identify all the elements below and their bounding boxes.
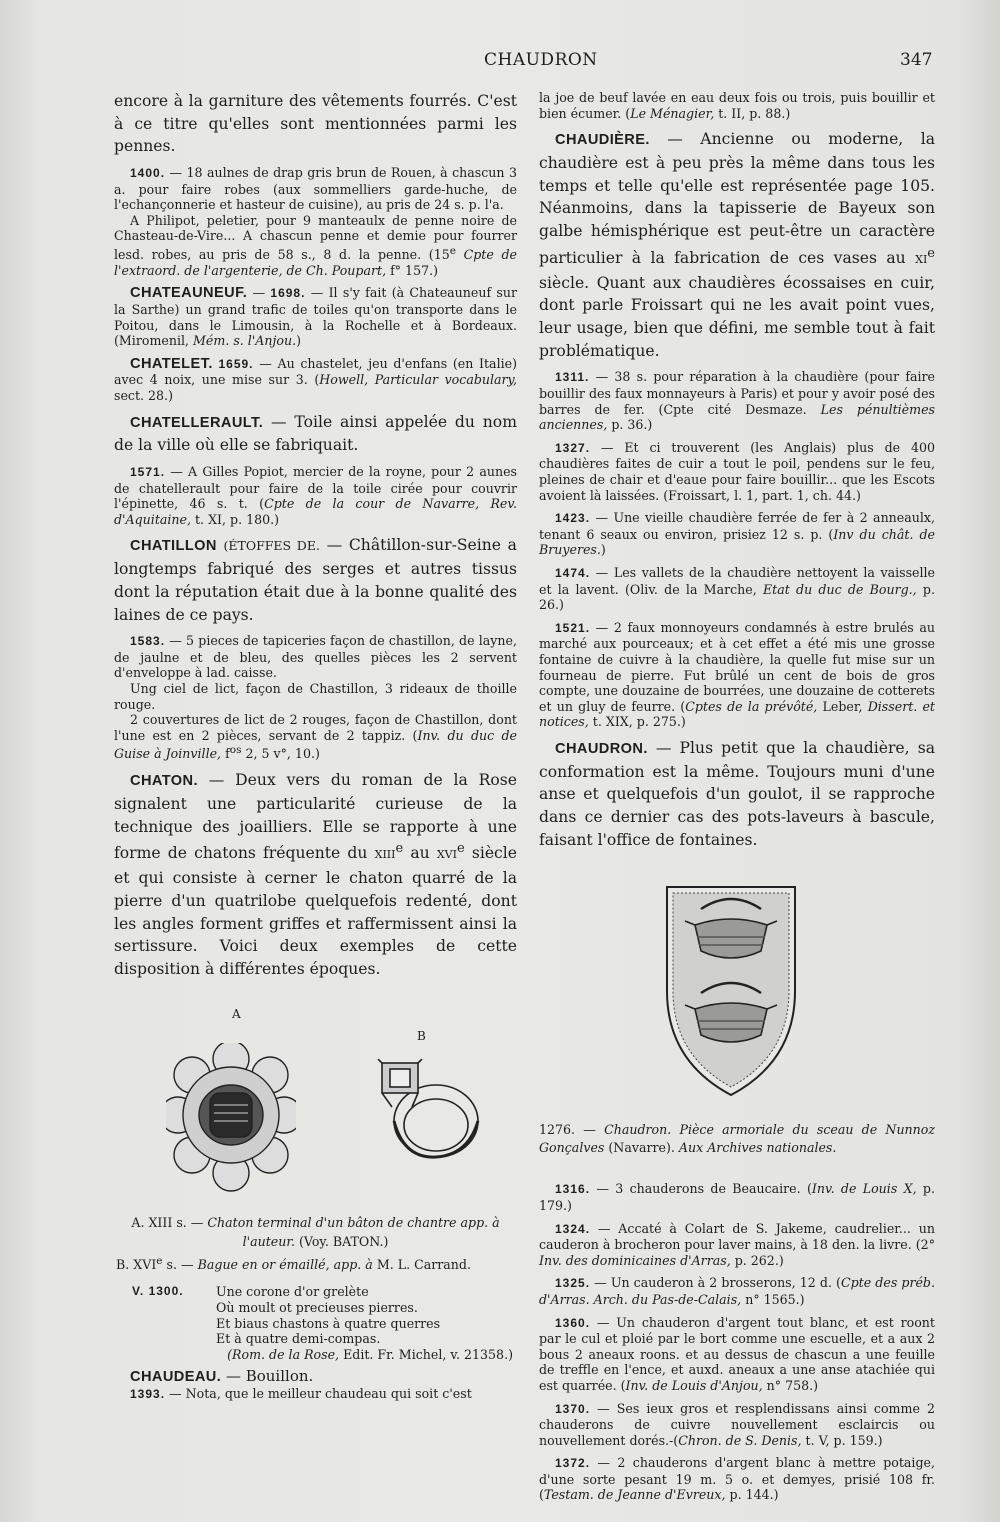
source-citation: Chron. de S. Denis, [678, 1432, 802, 1448]
verse-year: V. 1300. [132, 1284, 184, 1299]
entry-year: 1659. [218, 356, 254, 371]
article-text: siècle et qui consiste à cerner le chaton quarré de la pierre d'un quatrilobe quelquefois redenté, dont les angles forment griffes et raffermissent ainsi la sertissure. Voici deux exemples de cette disposition à différentes époques. [114, 844, 517, 978]
caption-text: M. L. Carrand. [376, 1256, 471, 1272]
superscript: e [456, 841, 465, 857]
entry-text: p. 26.) [539, 581, 935, 613]
entry-year: 1316. [555, 1182, 591, 1197]
entry-year: 1400. [130, 166, 166, 181]
entry-text: p. 262.) [734, 1252, 784, 1268]
entry-year: 1372. [555, 1456, 591, 1471]
verse-line: Et biaus chastons à quatre querres [216, 1315, 441, 1331]
verse-source: (Rom. de la Rose, [227, 1346, 340, 1362]
entry-year: 1311. [555, 370, 590, 385]
figure-caption-shield [539, 1121, 935, 1157]
verse-source: Edit. Fr. Michel, v. 21358.) [343, 1346, 513, 1362]
verse-line: Où moult ot precieuses pierres. [216, 1299, 418, 1315]
century-numeral: XI [915, 252, 928, 266]
verse-quotation [114, 1284, 517, 1362]
entry-text: — Au chastelet, jeu d'enfans (en Italie) avec 4 noix, une mise sur 3. ( [114, 355, 517, 388]
page-number: 347 [900, 50, 933, 70]
entry-text: — 38 s. pour réparation à la chaudière (pour faire bouillir des faux monnayeurs à Paris) et pour y avoir posé des barres de fer. (Cpte cité Desmaze. [539, 369, 935, 417]
entry-text: — 2 faux monnoyeurs condamnés à estre brulés au marché aux pourceaux; et à cet effet a été mis une grosse fontaine de cuivre à la chaudière, la quelle fut mise sur un fourneau de pierre. Fut brûlé un cent de bois de gros compte, une douzaine de bourrées, une douzaine de cotterets et un gluy de feurre. ( [539, 619, 935, 714]
caption-label: s. — [166, 1256, 194, 1272]
entry-1324 [539, 1221, 935, 1269]
source-citation: Le Ménagier, [630, 105, 715, 121]
entry-text: — 5 pieces de tapiceries façon de chastillon, de layne, de jaulne et de bleu, des quelles pièces les 2 servent d'enveloppe à lad. caisse. [114, 633, 517, 681]
entry-year: 1583. [130, 634, 166, 649]
entry-text: p. 144.) [729, 1487, 779, 1503]
caption-text: Chaudron. Pièce armoriale du sceau de Nunnoz Gonçalves [539, 1122, 935, 1156]
entry-1521 [539, 620, 935, 730]
source-citation: Howell, Particular vocabulary, [319, 372, 517, 388]
caption-text: Aux Archives nationales. [678, 1140, 837, 1156]
entry-year: 1360. [555, 1315, 591, 1330]
verse-line: Et à quatre demi-compas. [216, 1331, 381, 1347]
superscript: e [395, 841, 404, 857]
caption-text: Bague en or émaillé, app. à [197, 1256, 373, 1272]
entry-text: — Un cauderon à 2 brosserons, 12 d. ( [594, 1275, 841, 1291]
entry-text: ) [600, 542, 606, 558]
source-citation: Inv. de Louis X, [811, 1181, 917, 1197]
entry-text: n° 1565.) [745, 1291, 805, 1307]
entry-1311 [539, 369, 935, 432]
entry-year: 1474. [555, 565, 591, 580]
entry-1325 [539, 1275, 935, 1307]
entry-1571 [114, 464, 517, 527]
source-citation: Mém. s. l'Anjou. [193, 333, 297, 349]
article-text: — Bouillon. [225, 1367, 314, 1386]
armorial-shield-illustration [661, 881, 801, 1101]
entry-text: f° 157.) [390, 262, 439, 278]
article-chaudron [539, 737, 935, 852]
entry-text: A Philipot, peletier, pour 9 manteaulx de penne noire de Chasteau-de-Vire... A chascun penne et demie pour fourrer lesd. robes, au pris de 58 s., 8 d. la penne. (15 [114, 212, 517, 263]
chaton-illustration [166, 1043, 296, 1193]
entry-year: 1698. [270, 286, 306, 301]
article-chaton [114, 769, 517, 981]
headword: CHATILLON [130, 538, 217, 555]
superscript: e [927, 245, 935, 261]
article-text: siècle. Quant aux chaudières écossaises en cuir, dont parle Froissart qui ne les avait point vues, leur usage, bien que défini, me semble tout à fait problématique. [539, 273, 935, 360]
figure-shield [539, 881, 935, 1111]
entry-text: sect. 28.) [114, 388, 173, 404]
entry-text: — Un chauderon d'argent tout blanc, et est roont par le cul et ploié par le bort comme une escuelle, et a aux 2 bous 2 aneaux roons. et au dessus de chascun a une feuille de treffle en l'ence, et auxd. aneaux a une anse atachiée qui est quarrée. ( [539, 1314, 935, 1393]
article-text: — Toile ainsi appelée du nom de la ville où elle se fabriquait. [114, 412, 517, 455]
entry-text: — 18 aulnes de drap gris brun de Rouen, à chascun 3 a. pour faire robes (aux sommelliers garde-huche, de l'echançonnerie et hasteur de cuisine), au pris de 24 s. p. l'a. [114, 165, 517, 213]
entry-year: 1571. [130, 465, 166, 480]
entry-text: t. II, p. 88.) [718, 105, 791, 121]
entry-1370 [539, 1401, 935, 1449]
entry-text: t. V, p. 159.) [805, 1432, 883, 1448]
entry-text: — 3 chauderons de Beaucaire. ( [596, 1181, 812, 1197]
entry-1327 [539, 440, 935, 503]
entry-1474 [539, 565, 935, 613]
entry-text: Ung ciel de lict, façon de Chastillon, 3 rideaux de thoille rouge. [114, 680, 517, 712]
entry-text: t. XI, p. 180.) [195, 511, 280, 527]
entry-text: — A Gilles Popiot, mercier de la royne, pour 2 aunes de chatellerault pour faire de la toile cirée pour couvrir l'épinette, 46 s. t. ( [114, 464, 517, 512]
article-text: — Châtillon-sur-Seine a longtemps fabriqué des serges et autres tissus dont la réputation était due à la bonne qualité des laines de ce pays. [114, 536, 517, 624]
superscript: os [229, 744, 242, 757]
entry-text: t. XIX, p. 275.) [592, 714, 686, 730]
century-numeral: XIII [374, 848, 396, 862]
right-column [539, 90, 935, 1503]
entry-year: 1327. [555, 440, 591, 455]
entry-text: p. 179.) [539, 1181, 935, 1213]
entry-text: — Et ci trouverent (les Anglais) plus de 400 chaudières faites de cuir a tout le poil, pendens sur le feu, pleines de chair et d'eaue pour faire bouillir... que les Escots avoient là laissées. (Froissart, l. 1, part. 1, ch. 44.) [539, 439, 935, 503]
entry-text: 2, 5 v°, 10.) [245, 746, 320, 762]
entry-text: — Il s'y fait (à Chateauneuf sur la Sarthe) un grand trafic de toiles qu'on transporte dans le Poitou, dans le Limousin, à la Rochelle et à Bordeaux. (Miromenil, [114, 285, 517, 349]
article-chatellerault [114, 411, 517, 457]
entry-text: — Accaté à Colart de S. Jakeme, caudrelier... un cauderon à brocheron pour laver mains, à 18 den. la livre. (2° [539, 1220, 935, 1253]
caption-label: 1276. — [539, 1122, 596, 1138]
article-chatelet [114, 356, 517, 404]
entry-text: — Nota, que le meilleur chaudeau qui soit c'est [169, 1385, 472, 1401]
paragraph-intro: encore à la garniture des vêtements fourrés. C'est à ce titre qu'elles sont mentionnées parmi les pennes. [114, 92, 517, 156]
source-citation: Inv. de Louis d'Anjou, [625, 1377, 763, 1393]
entry-text: — 2 chauderons d'argent blanc à mettre potaige, d'une sorte pesant 19 m. 5 o. et demyes, prisié 108 fr. ( [539, 1455, 935, 1503]
entry-text: la joe de beuf lavée en eau deux fois ou trois, puis bouillir et bien écumer. ( [539, 90, 935, 121]
entry-text: p. 36.) [611, 417, 653, 433]
headword: CHATELET. [130, 355, 213, 372]
entry-1423 [539, 510, 935, 558]
verse-line: Une corone d'or grelète [216, 1284, 369, 1300]
entry-text: ) [296, 333, 302, 349]
entry-1583 [114, 633, 517, 762]
article-chatillon [114, 534, 517, 626]
headword: CHAUDEAU. [130, 1369, 222, 1386]
source-citation: Cptes de la prévôté, [685, 698, 818, 714]
source-citation: Etat du duc de Bourg., [762, 581, 917, 597]
entry-text: — Les vallets de la chaudière nettoyent la vaisselle et la lavent. (Oliv. de la Marche, [539, 564, 936, 597]
entry-text: — Une vieille chaudière ferrée de fer à 2 anneaulx, tenant 6 seaux ou environ, prisiez 12 s. p. ( [539, 510, 935, 542]
headword-subtitle: (ÉTOFFES DE. [223, 538, 320, 554]
article-chateauneuf: CHATEAUNEUF. — 1698. — Il s'y fait (à Chateauneuf sur la Sarthe) un grand trafic de toiles qu'on transporte dans le Poitou, dans le Limousin, à la Rochelle et à Bordeaux. (Miromenil, Mém. s. l'Anjou.) [114, 285, 517, 349]
entry-text: n° 758.) [766, 1377, 819, 1393]
source-citation: Inv. des dominicaines d'Arras, [539, 1252, 731, 1268]
figure-caption-rings [114, 1213, 517, 1275]
source-citation: Cpte des préb. d'Arras. Arch. du Pas-de-Calais, [539, 1275, 935, 1307]
article-chaudiere [539, 128, 935, 362]
superscript: e [156, 1254, 163, 1267]
entry-1372 [539, 1455, 935, 1503]
century-numeral: XVI [436, 848, 457, 862]
caption-text: Chaton terminal d'un bâton de chantre app. à l'auteur. [207, 1214, 500, 1250]
entry-year: 1423. [555, 511, 591, 526]
entry-text: 2 couvertures de lict de 2 rouges, façon de Chastillon, dont l'une est en 2 pièces, servant de 2 tappiz. ( [114, 712, 517, 743]
running-title: CHAUDRON [484, 50, 598, 70]
caption-label: A. XIII s. — [131, 1214, 204, 1230]
figure-label-b: B [417, 1028, 426, 1043]
source-citation: Inv du chât. de Bruyeres. [539, 526, 935, 558]
article-text: — Ancienne ou moderne, la chaudière est à peu près la même dans tous les temps et telle qu'elle est représentée page 105. Néanmoins, dans la tapisserie de Bayeux son galbe hémisphérique est peut-être un caractère particulier à la fabrication de ces vases au [539, 130, 935, 267]
entry-year: 1393. [130, 1386, 166, 1401]
entry-1400 [114, 165, 517, 278]
source-citation: Testam. de Jeanne d'Evreux, [543, 1487, 726, 1503]
headword: CHAUDIÈRE. [555, 132, 650, 149]
figure-label-a: A [232, 1006, 241, 1021]
headword: CHATEAUNEUF. [130, 285, 248, 302]
page-header [0, 50, 1000, 74]
source-citation: Cpte de l'extraord. de l'argenterie, de Ch. Poupart, [114, 247, 517, 278]
source-citation: Les pénultièmes anciennes, [539, 401, 935, 433]
entry-year: 1521. [555, 620, 591, 635]
entry-1316 [539, 1181, 935, 1213]
source-citation: Inv. du duc de Guise à Joinville, [114, 727, 517, 762]
article-text: — Deux vers du roman de la Rose signalent une particularité curieuse de la technique des joailliers. Elle se rapporte à une forme de chatons fréquente du [114, 771, 517, 863]
entry-year: 1370. [555, 1401, 591, 1416]
headword: CHAUDRON. [555, 740, 648, 757]
entry-year: 1324. [555, 1221, 591, 1236]
article-chaudeau [114, 1369, 517, 1402]
headword: CHATELLERAULT. [130, 414, 264, 431]
source-citation: Dissert. et notices, [539, 698, 935, 730]
caption-text: (Navarre). [608, 1140, 675, 1156]
left-column [114, 90, 517, 1403]
caption-label: B. XVI [116, 1256, 157, 1272]
entry-text: f [225, 746, 230, 762]
headword: CHATON. [130, 773, 198, 790]
entry-text: Leber, [822, 698, 863, 714]
article-text: — Plus petit que la chaudière, sa conformation est la même. Toujours muni d'une anse et quelquefois d'un goulot, il se rapproche dans ce dernier cas des pots-laveurs à bascule, faisant l'office de fontaines. [539, 738, 935, 849]
ring-illustration [376, 1059, 486, 1169]
superscript: e [449, 245, 456, 258]
entry-year: 1325. [555, 1276, 591, 1291]
entry-1360 [539, 1315, 935, 1394]
entry-text: — Ses ieux gros et resplendissans ainsi comme 2 chauderons de cuivre nouvellement esclaircis ou nouvellement dorés.-( [539, 1400, 935, 1448]
caption-text: (Voy. BATON.) [298, 1234, 389, 1250]
article-text: au [410, 844, 430, 863]
source-citation: Cpte de la cour de Navarre, Rev. d'Aquitaine, [114, 496, 517, 527]
figure-rings [114, 1007, 517, 1213]
